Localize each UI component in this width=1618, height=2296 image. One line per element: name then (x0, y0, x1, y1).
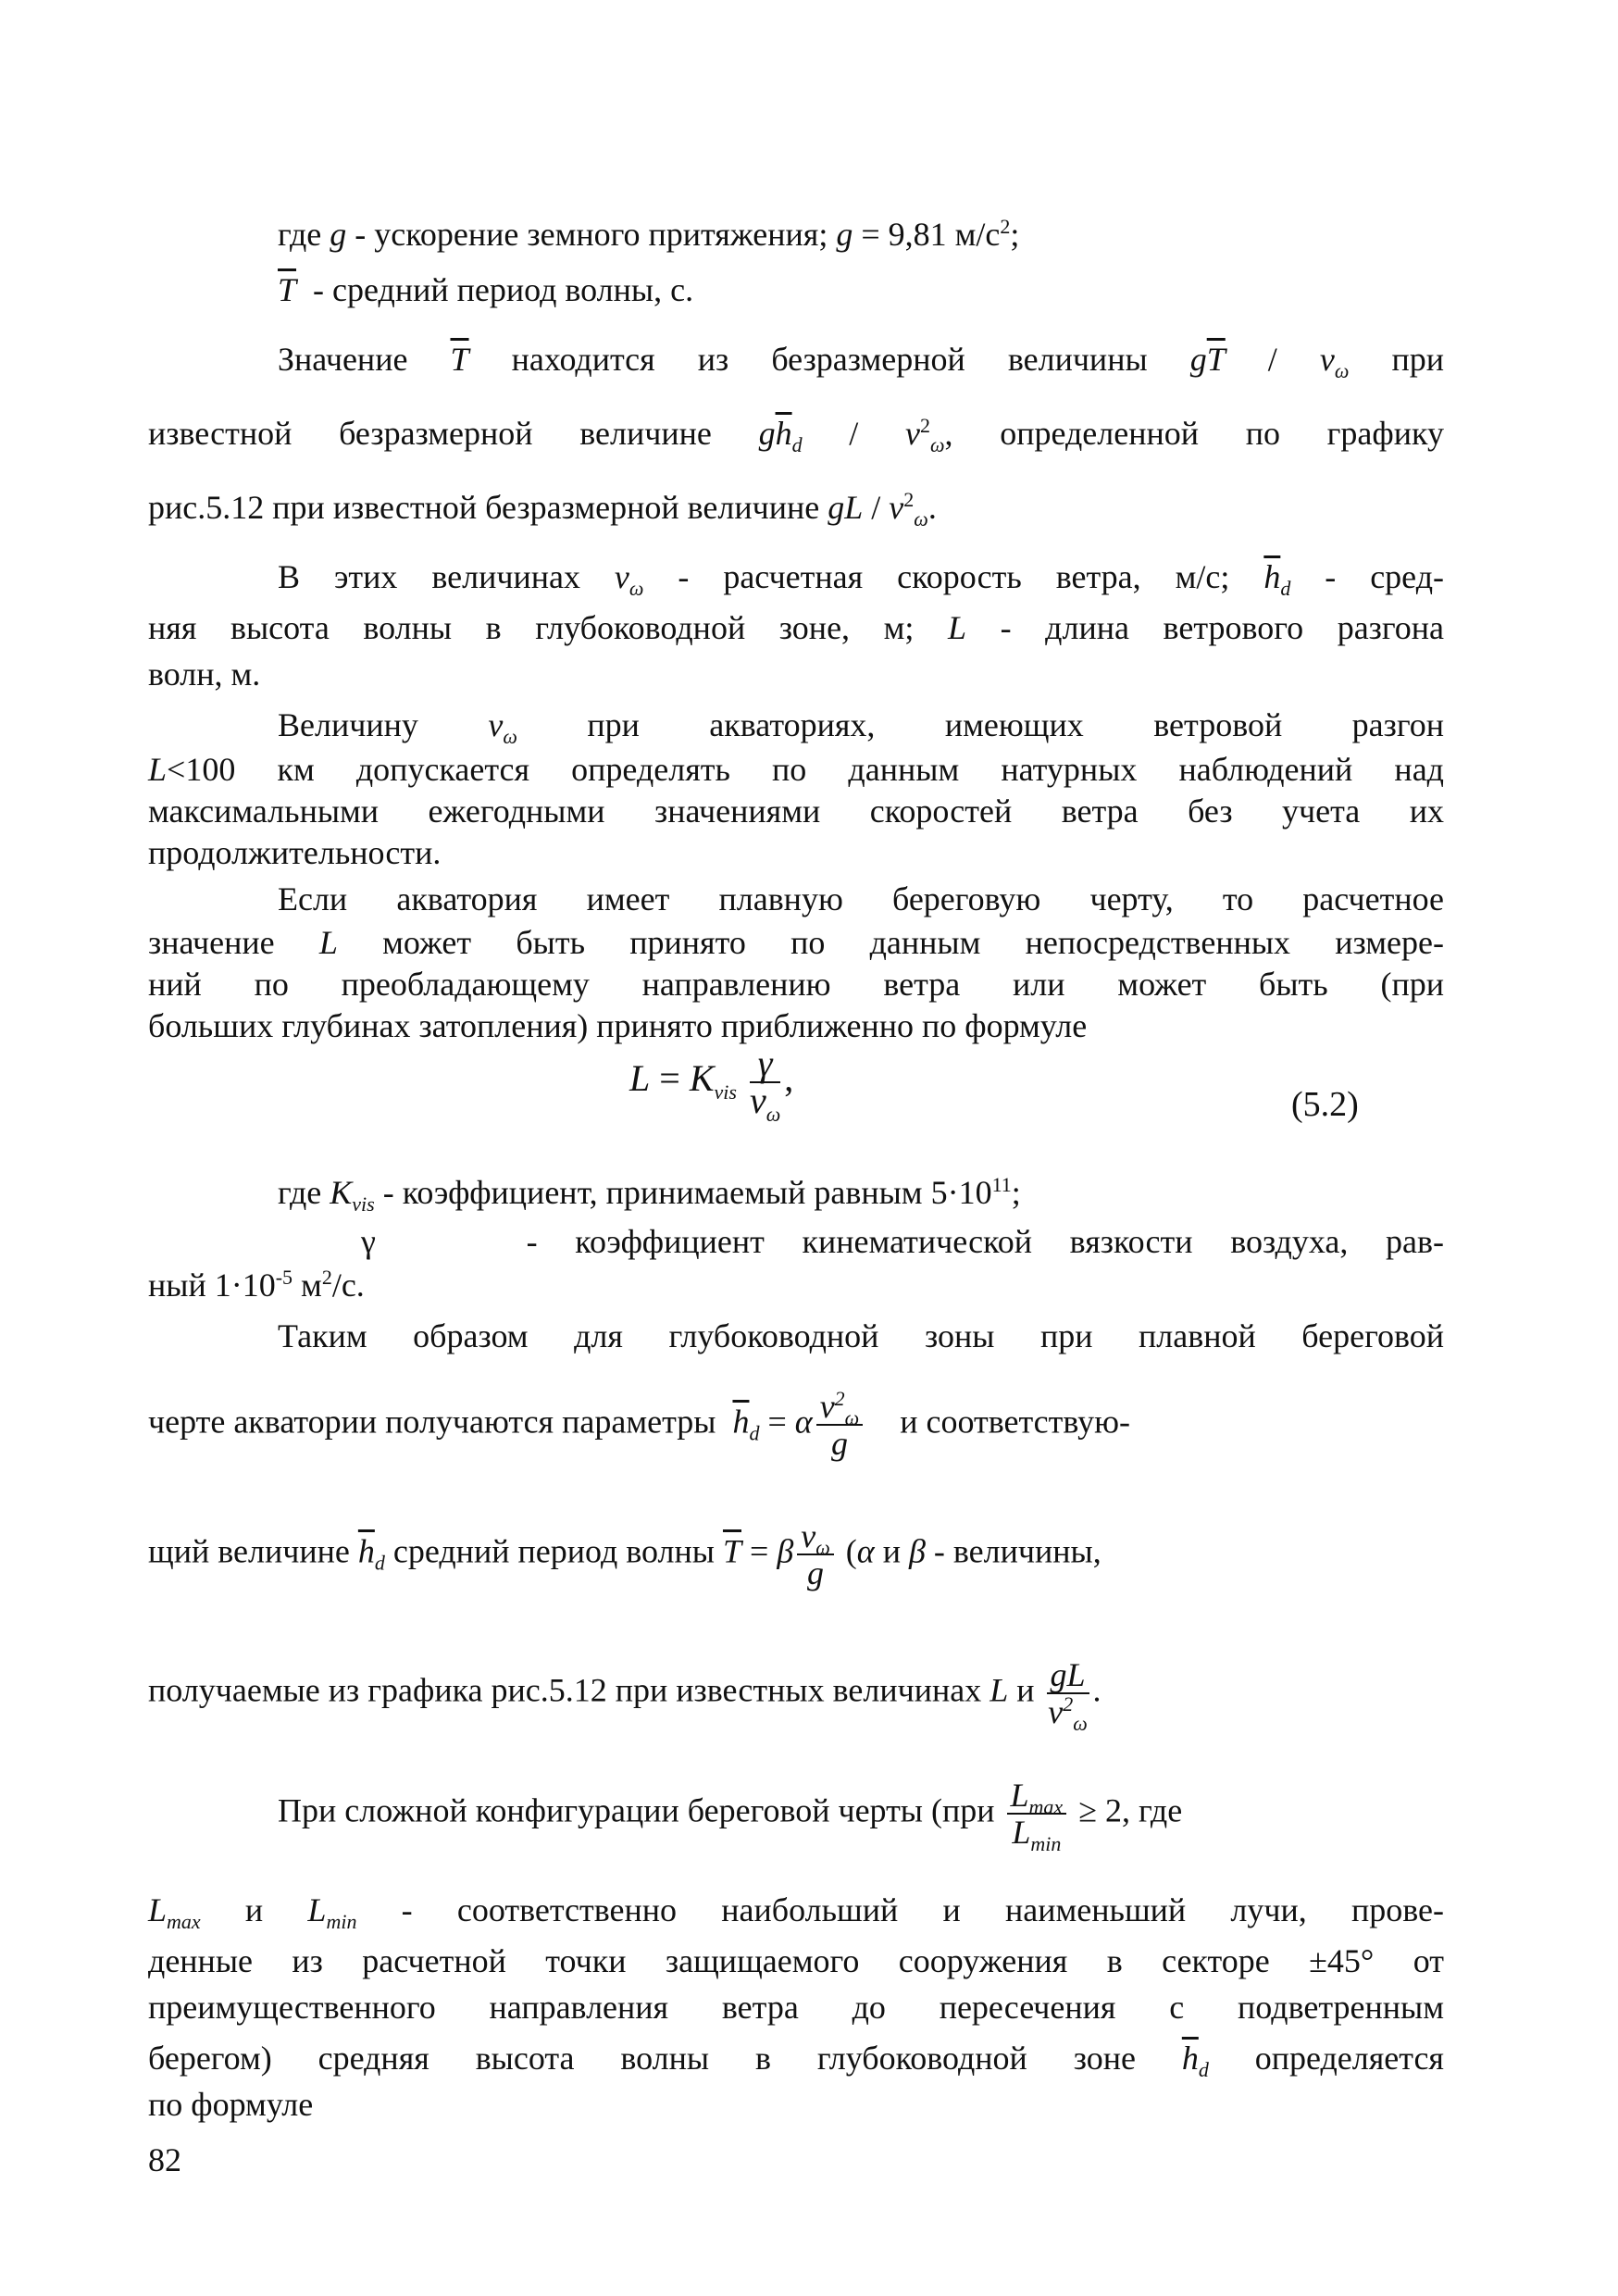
equation-number: (5.2) (1291, 1085, 1359, 1124)
text-line: няя высота волны в глубоководной зоне, м; L - длина ветрового разгона (148, 609, 1445, 646)
text-line: Значение $\overline{T}$ находится из безразмерной величины $g\overline{T} / v_\omega$ при (278, 341, 1444, 383)
text-line: $\overline{T}$ - средний период волны, с. (278, 271, 694, 308)
text-line: больших глубинах затопления) принято приближенно по формуле (148, 1007, 1088, 1044)
text-line: значение L может быть принято по данным непосредственных измере- (148, 924, 1444, 961)
text-line: рис.5.12 при известной безразмерной величине gL / $v^2_\omega$. (148, 488, 937, 531)
text-line: берегом) средняя высота волны в глубоководной зоне $\overline{h}_d$ определяется (148, 2040, 1444, 2082)
text-line: щий величине $\overline{h}_d$ средний период волны $\overline{T} = \beta$ $\frac{v_\omega}{g}$ (α и β - величины, (148, 1517, 1101, 1591)
text-line: известной безразмерной величине $g\overline{h}_d / v^2_\omega$, определенной по графику (148, 414, 1444, 457)
text-line: где $K_{vis}$ - коэффициент, принимаемый равным $5\cdot 10^{11}$; (278, 1173, 1021, 1217)
text-line: $L_{max}$ и $L_{min}$ - соответственно наибольший и наименьший лучи, прове- (148, 1891, 1444, 1934)
text-line: В этих величинах $v_\omega$ - расчетная скорость ветра, м/с; $\overline{h}_d$ - сред- (278, 558, 1444, 601)
text-line: γ - коэффициент кинематической вязкости воздуха, рав- (361, 1223, 1444, 1260)
text-line: где g - ускорение земного притяжения; g = 9,81 $м/с^2$; (278, 215, 1020, 253)
text-line: преимущественного направления ветра до пересечения с подветренным (148, 1989, 1444, 2026)
text-line: ний по преобладающему направлению ветра или может быть (при (148, 966, 1444, 1003)
text-line: При сложной конфигурации береговой черты (при $\frac{L_{max}}{L_{min}}$ ≥ 2, где (278, 1777, 1183, 1856)
text-line: максимальными ежегодными значениями скоростей ветра без учета их (148, 792, 1444, 830)
page-number: 82 (148, 2141, 181, 2178)
text-line: L<100 км допускается определять по данным натурных наблюдений над (148, 751, 1444, 788)
text-line: получаемые из графика рис.5.12 при известных величинах L и $\frac{gL}{v^2_\omega}$ . (148, 1656, 1101, 1736)
text-line: Если акватория имеет плавную береговую черту, то расчетное (278, 880, 1444, 917)
text-line: по формуле (148, 2086, 314, 2123)
text-line: ный $1\cdot 10^{-5}$ $м^2/с$. (148, 1266, 365, 1304)
text-line: продолжительности. (148, 834, 442, 871)
text-line: Таким образом для глубоководной зоны при плавной береговой (278, 1317, 1444, 1354)
text-line: черте акватории получаются параметры $\overline{h}_d = \alpha$ $\frac{v^2_\omega}{g}$ и соответствую- (148, 1387, 1131, 1462)
text-line: Величину $v_\omega$ при акваториях, имеющих ветровой разгон (278, 706, 1444, 749)
formula-5-2: $L = K_{vis}$ $\frac{\gamma}{v_\omega}$ , (629, 1042, 794, 1126)
text-line: денные из расчетной точки защищаемого сооружения в секторе ±45° от (148, 1942, 1444, 1979)
text-line: волн, м. (148, 655, 261, 693)
